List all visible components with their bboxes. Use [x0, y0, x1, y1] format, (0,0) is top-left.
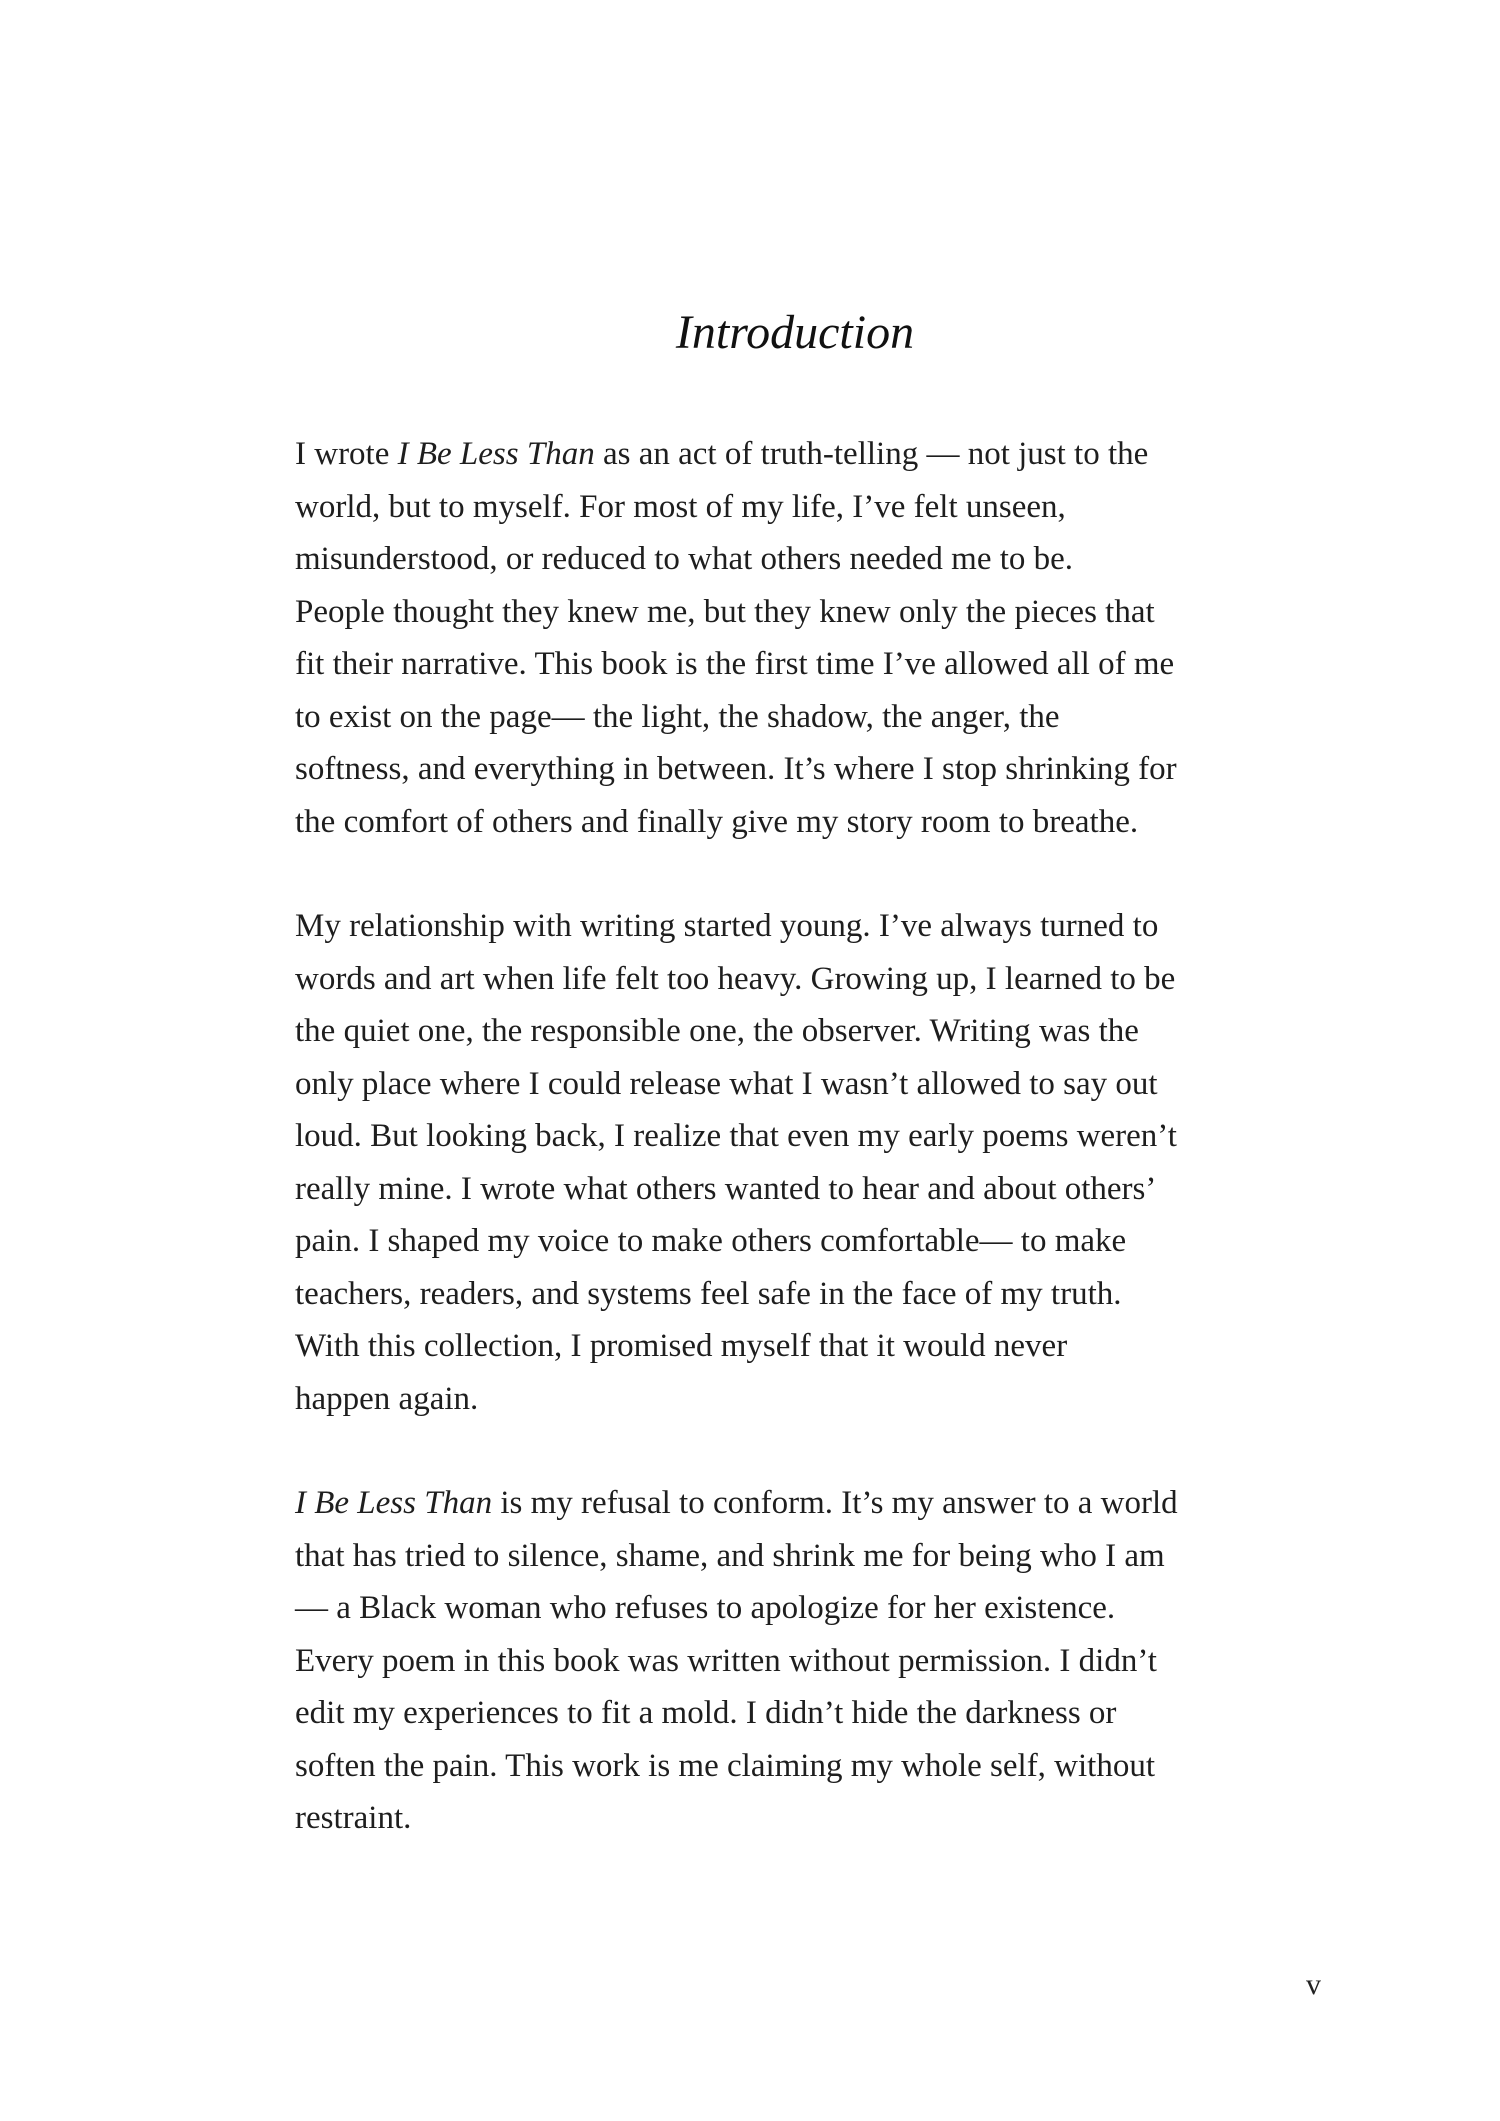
text-line — [295, 481, 1315, 534]
text-segment: the comfort of others and finally give my story room to breathe. — [295, 803, 1139, 840]
text-segment: words and art when life felt too heavy. Growing up, I learned to be — [295, 960, 1176, 997]
text-line — [295, 1215, 1315, 1268]
text-line — [295, 1373, 1315, 1426]
text-segment: Every poem in this book was written without permission. I didn’t — [295, 1642, 1157, 1679]
text-line — [295, 900, 1315, 953]
text-line — [295, 428, 1315, 481]
text-segment: loud. But looking back, I realize that even my early poems weren’t — [295, 1118, 1177, 1154]
text-line — [295, 953, 1315, 1006]
text-line — [295, 1687, 1315, 1740]
page-number: v — [1306, 1968, 1321, 2001]
text-line — [295, 1582, 1315, 1635]
text-segment: soften the pain. This work is me claiming my whole self, without — [295, 1747, 1156, 1784]
text-segment: really mine. I wrote what others wanted to hear and about others’ — [295, 1170, 1157, 1207]
text-segment: softness, and everything in between. It’s where I stop shrinking for — [295, 751, 1177, 787]
text-line — [295, 743, 1315, 796]
body-text — [295, 428, 1315, 1897]
text-line — [295, 638, 1315, 691]
text-segment: the quiet one, the responsible one, the observer. Writing was the — [295, 1013, 1139, 1049]
text-line — [295, 1320, 1315, 1373]
text-segment: world, but to myself. For most of my life, I’ve felt unseen, — [295, 488, 1066, 525]
text-line — [295, 1058, 1315, 1111]
page-title: Introduction — [675, 306, 915, 359]
text-line — [295, 586, 1315, 639]
book-title-italic: I Be Less Than — [397, 436, 595, 472]
text-segment: restraint. — [295, 1800, 412, 1836]
text-line — [295, 796, 1315, 849]
text-line — [295, 1792, 1315, 1845]
paragraph — [295, 428, 1315, 848]
text-segment: — a Black woman who refuses to apologize for her existence. — [295, 1590, 1116, 1626]
text-segment: edit my experiences to fit a mold. I didn’t hide the darkness or — [295, 1695, 1117, 1731]
text-segment: as an act of truth-telling — not just to the — [594, 436, 1149, 472]
text-segment: is my refusal to conform. It’s my answer to a world — [492, 1485, 1178, 1521]
text-segment: pain. I shaped my voice to make others comfortable— to make — [295, 1223, 1127, 1259]
text-segment: happen again. — [295, 1380, 479, 1417]
text-line — [295, 1477, 1315, 1530]
paragraph — [295, 1477, 1315, 1845]
text-segment: fit their narrative. This book is the first time I’ve allowed all of me — [295, 646, 1175, 682]
text-line — [295, 1635, 1315, 1688]
text-line — [295, 1005, 1315, 1058]
text-line — [295, 1530, 1315, 1583]
text-segment: to exist on the page— the light, the shadow, the anger, the — [295, 698, 1060, 735]
text-line — [295, 1110, 1315, 1163]
text-segment: My relationship with writing started young. I’ve always turned to — [295, 908, 1159, 944]
text-line — [295, 1163, 1315, 1216]
text-line — [295, 691, 1315, 744]
book-title-italic: I Be Less Than — [295, 1485, 493, 1521]
paragraph — [295, 900, 1315, 1425]
text-segment: teachers, readers, and systems feel safe in the face of my truth. — [295, 1275, 1122, 1312]
text-segment: that has tried to silence, shame, and shrink me for being who I am — [295, 1537, 1165, 1574]
text-line — [295, 1268, 1315, 1321]
text-segment: misunderstood, or reduced to what others needed me to be. — [295, 541, 1074, 577]
text-segment: only place where I could release what I wasn’t allowed to say out — [295, 1065, 1158, 1102]
text-segment: People thought they knew me, but they knew only the pieces that — [295, 593, 1155, 630]
text-segment: With this collection, I promised myself that it would never — [295, 1328, 1068, 1364]
text-line — [295, 533, 1315, 586]
text-segment: I wrote — [295, 436, 398, 472]
text-line — [295, 1740, 1315, 1793]
